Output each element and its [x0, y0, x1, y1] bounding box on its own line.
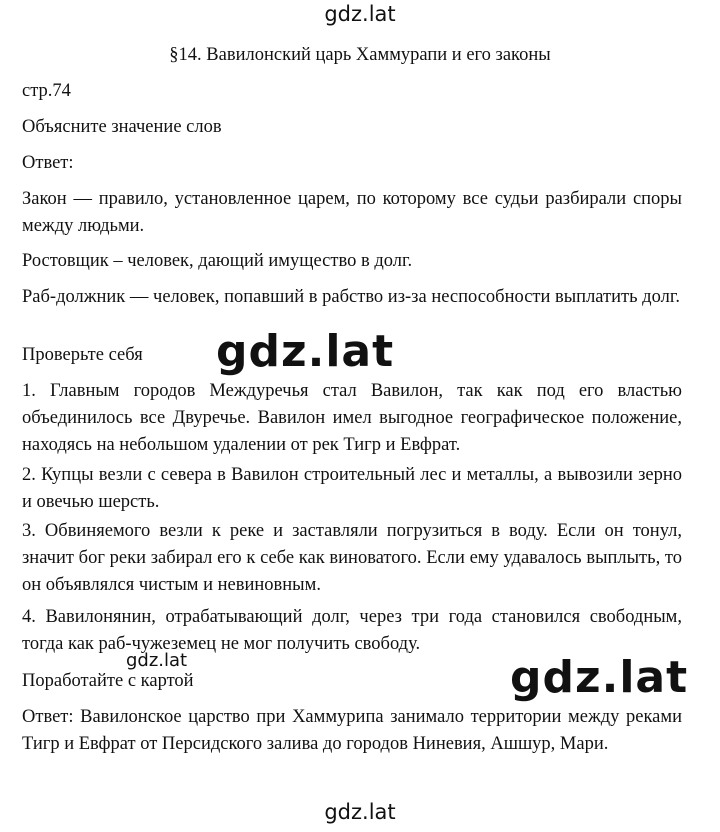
answer-4: 4. Вавилонянин, отрабатывающий долг, через три года становился свободным, тогда как раб-чужеземец не мог получить свободу.	[22, 607, 682, 654]
watermark-bottom: gdz.lat	[324, 800, 396, 824]
watermark-small: gdz.lat	[126, 650, 188, 671]
answer-3: 3. Обвиняемого везли к реке и заставляли погрузиться в воду. Если он тонул, значит бог реки забирал его к себе как виноватого. Если ему удавалось выплыть, то он объявлялся чистым и невиновным.	[22, 521, 682, 595]
answer-label: Ответ:	[22, 153, 74, 173]
answer-1: 1. Главным городов Междуречья стал Вавилон, так как под его властью объединилось все Двуречье. Вавилон имел выгодное географическое положение, находясь на небольшом удалении от рек Тигр и Евфрат.	[22, 381, 682, 455]
watermark-top: gdz.lat	[324, 2, 396, 26]
page-title: §14. Вавилонский царь Хаммурапи и его законы	[169, 45, 551, 65]
watermark-right: gdz.lat	[510, 652, 689, 703]
definition-moneylender: Ростовщик – человек, дающий имущество в долг.	[22, 251, 413, 271]
section-heading-map: Поработайте с картой	[22, 671, 194, 691]
page-reference: стр.74	[22, 81, 71, 101]
answer-2: 2. Купцы везли с севера в Вавилон строительный лес и металлы, а вывозили зерно и овечью шерсть.	[22, 465, 682, 512]
definition-law: Закон — правило, установленное царем, по которому все судьи разбирали споры между людьми.	[22, 189, 682, 236]
map-answer: Ответ: Вавилонское царство при Хаммурипа занимало территории между реками Тигр и Евфрат от Персидского залива до городов Ниневия, Ашшур, Мари.	[22, 707, 682, 754]
section-heading-words: Объясните значение слов	[22, 117, 222, 137]
definition-debt-slave: Раб-должник — человек, попавший в рабство из-за неспособности выплатить долг.	[22, 287, 680, 307]
watermark-middle: gdz.lat	[216, 326, 395, 377]
section-heading-check: Проверьте себя	[22, 345, 143, 365]
